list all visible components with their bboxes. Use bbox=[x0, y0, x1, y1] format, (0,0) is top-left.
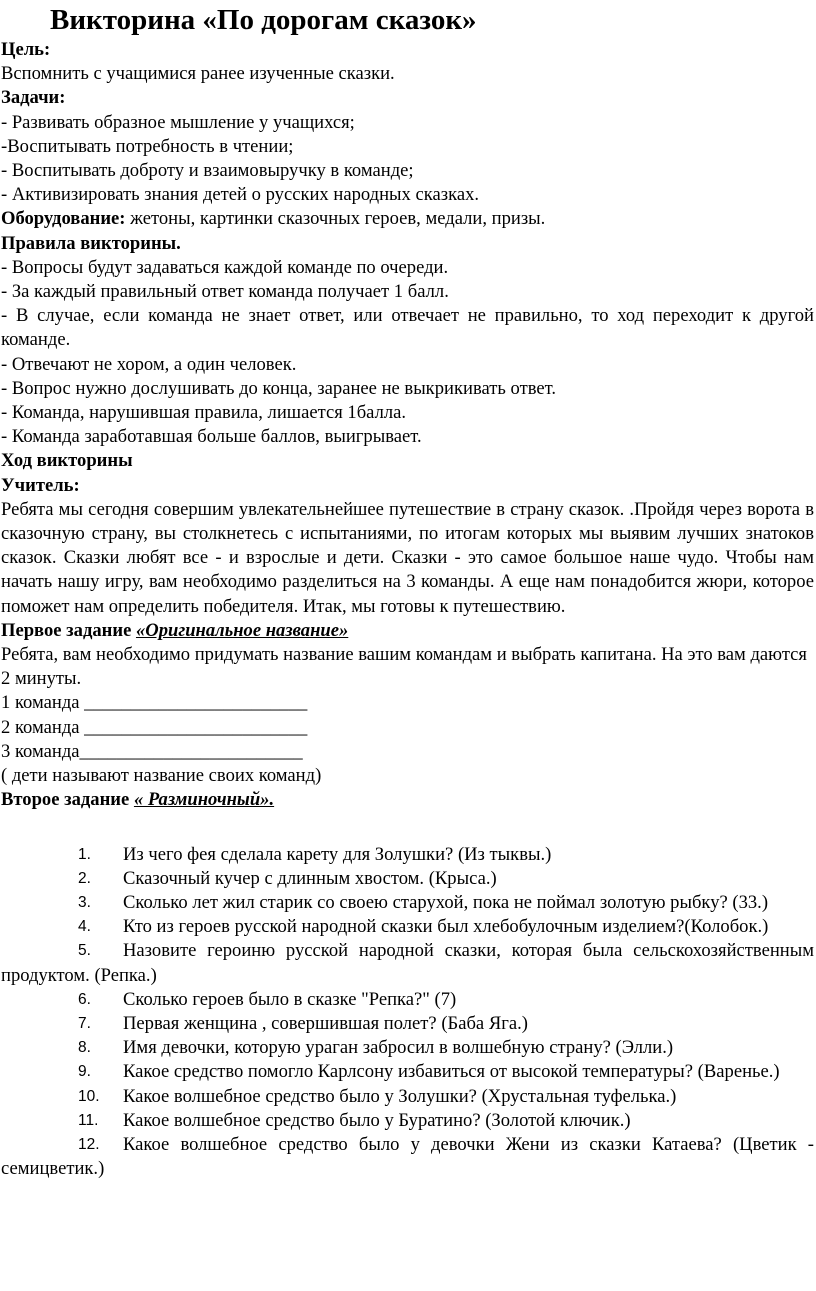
question-number: 11. bbox=[78, 1111, 99, 1129]
question-text: Какое волшебное средство было у Золушки? (Хрустальная туфелька.) bbox=[123, 1085, 677, 1107]
question-item bbox=[0, 1133, 816, 1181]
question-item bbox=[0, 939, 816, 987]
goal-label: Цель: bbox=[1, 39, 51, 60]
tasks-item: - Активизировать знания детей о русских народных сказках. bbox=[1, 184, 480, 206]
question-item bbox=[0, 1036, 816, 1060]
question-item bbox=[0, 843, 816, 867]
task1-label: Первое задание bbox=[1, 619, 136, 641]
equipment-line bbox=[0, 207, 816, 231]
task1-heading bbox=[0, 619, 816, 643]
question-item bbox=[0, 1060, 816, 1084]
question-number: 8. bbox=[78, 1039, 91, 1057]
tasks-item: - Воспитывать доброту и взаимовыручку в команде; bbox=[1, 160, 414, 182]
equipment-text: жетоны, картинки сказочных героев, медали, призы. bbox=[125, 208, 546, 230]
question-text: Назовите героиню русской народной сказки, которая была сельскохозяйственным продуктом. (Репка.) bbox=[1, 940, 814, 986]
question-number: 2. bbox=[78, 869, 91, 887]
question-text: Сколько героев было в сказке "Репка?" (7) bbox=[123, 988, 457, 1010]
question-number: 6. bbox=[78, 990, 91, 1008]
equipment-label: Оборудование: bbox=[1, 208, 126, 230]
question-text: Сказочный кучер с длинным хвостом. (Крыса.) bbox=[123, 867, 497, 889]
course-label: Ход викторины bbox=[1, 450, 133, 472]
tasks-label: Задачи: bbox=[1, 87, 66, 109]
goal-text: Вспомнить с учащимися ранее изученные сказки. bbox=[1, 63, 395, 85]
question-list bbox=[0, 843, 816, 1182]
question-item bbox=[0, 1085, 816, 1109]
question-number: 12. bbox=[78, 1135, 100, 1153]
rules-item: - Команда, нарушившая правила, лишается 1балла. bbox=[1, 402, 407, 424]
rules-label: Правила викторины. bbox=[1, 232, 181, 254]
rules-item: - Вопрос нужно дослушивать до конца, заранее не выкрикивать ответ. bbox=[1, 377, 556, 399]
question-number: 5. bbox=[78, 942, 91, 960]
question-item bbox=[0, 891, 816, 915]
task2-label: Второе задание bbox=[1, 789, 134, 811]
task2-name: « Разминочный». bbox=[133, 789, 275, 811]
team-line: 1 команда ________________________ bbox=[1, 692, 308, 714]
task2-heading bbox=[0, 788, 816, 812]
question-number: 3. bbox=[78, 893, 91, 911]
question-item bbox=[0, 867, 816, 891]
question-number: 9. bbox=[78, 1063, 91, 1081]
question-text: Какое волшебное средство было у Буратино? (Золотой ключик.) bbox=[123, 1109, 631, 1131]
rules-item: - Отвечают не хором, а один человек. bbox=[1, 353, 297, 375]
rules-item: - За каждый правильный ответ команда получает 1 балл. bbox=[1, 281, 449, 303]
question-text: Кто из героев русской народной сказки был хлебобулочным изделием?(Колобок.) bbox=[123, 916, 769, 938]
question-number: 7. bbox=[78, 1014, 91, 1032]
question-text: Первая женщина , совершившая полет? (Баба Яга.) bbox=[123, 1012, 528, 1034]
question-text: Какое волшебное средство было у девочки Жени из сказки Катаева? (Цветик - семицветик.) bbox=[1, 1133, 814, 1180]
rules-item: - Команда заработавшая больше баллов, выигрывает. bbox=[1, 426, 422, 448]
tasks-item: - Развивать образное мышление у учащихся; bbox=[1, 111, 355, 133]
question-item bbox=[0, 1012, 816, 1036]
rules-item: - В случае, если команда не знает ответ, или отвечает не правильно, то ход переходит к другой команде. bbox=[1, 305, 814, 351]
question-item bbox=[0, 988, 816, 1012]
question-text: Какое средство помогло Карлсону избавиться от высокой температуры? (Варенье.) bbox=[123, 1061, 780, 1083]
tasks-item: -Воспитывать потребность в чтении; bbox=[1, 135, 294, 157]
team-line: 2 команда ________________________ bbox=[1, 716, 308, 738]
task1-text: Ребята, вам необходимо придумать название вашим командам и выбрать капитана. На это вам даются 2 минуты. bbox=[1, 644, 807, 690]
question-number: 4. bbox=[78, 918, 91, 936]
question-item bbox=[0, 1109, 816, 1133]
task1-name: «Оригинальное название» bbox=[135, 619, 349, 641]
question-number: 10. bbox=[78, 1087, 100, 1105]
document-title: Викторина «По дорогам сказок» bbox=[50, 4, 477, 36]
teacher-label: Учитель: bbox=[1, 474, 80, 496]
teacher-text: Ребята мы сегодня совершим увлекательнейшее путешествие в страну сказок. .Пройдя через ворота в сказочную страну, вы столкнетесь с испытаниями, по итогам которых мы выявим лучших знатоков сказок. Сказки любят все - и взрослые и дети. Сказки - это самое большое наше чудо. Чтобы нам начать нашу игру, вам необходимо разделиться на 3 команды. А еще нам понадобится жюри, которое поможет нам определить победителя. Итак, мы готовы к путешествию. bbox=[1, 498, 814, 617]
question-number: 1. bbox=[78, 845, 91, 863]
rules-item: - Вопросы будут задаваться каждой команде по очереди. bbox=[1, 256, 449, 278]
question-text: Сколько лет жил старик со своею старухой, пока не поймал золотую рыбку? (33.) bbox=[123, 891, 769, 913]
task1-note: ( дети называют название своих команд) bbox=[1, 765, 322, 787]
question-item bbox=[0, 915, 816, 939]
question-text: Имя девочки, которую ураган забросил в волшебную страну? (Элли.) bbox=[123, 1037, 674, 1059]
team-line: 3 команда________________________ bbox=[1, 740, 303, 762]
question-text: Из чего фея сделала карету для Золушки? (Из тыквы.) bbox=[123, 843, 552, 865]
